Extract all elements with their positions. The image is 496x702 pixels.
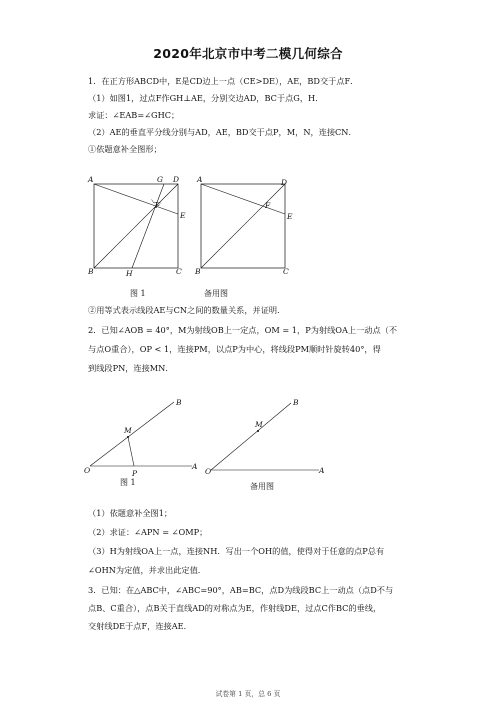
- label-d-backup: D: [281, 178, 288, 187]
- label-c-backup: C: [283, 267, 289, 276]
- label-e-backup: E: [287, 212, 293, 221]
- label-b-q2: B: [176, 398, 182, 407]
- q1-figure-backup: [195, 170, 305, 278]
- segment-bd: [94, 184, 178, 268]
- q3-line-2: 点B、C重合），点B关于直线AD的对称点为E，作射线DE，过点C作BC的垂线，: [88, 603, 382, 613]
- q2-line-2: 与点O重合），OP < 1，连接PM，以点P为中心，将线段PM顺时针旋转40°，得: [88, 344, 381, 354]
- q2-line-5: （2）求证：∠APN = ∠OMP；: [88, 527, 208, 537]
- label-a-q2: A: [192, 462, 198, 471]
- q1-line-4: （2）AE的垂直平分线分别与AD，AE，BD交于点P，M，N，连接CN．: [88, 127, 357, 137]
- q2-fig2-caption: 备用图: [250, 482, 274, 491]
- q2-line-6: （3）H为射线OA上一点，连接NH．写出一个OH的值，使得对于任意的点P总有: [88, 546, 385, 556]
- q2-line-3: 到线段PN，连接MN．: [88, 363, 174, 373]
- label-o: O: [84, 466, 91, 475]
- label-g: G: [157, 175, 163, 184]
- label-a-q2-backup: A: [319, 466, 325, 475]
- q1-line-6: ②用等式表示线段AE与CN之间的数量关系，并证明．: [88, 305, 286, 315]
- ray-ob-backup: [211, 403, 291, 470]
- label-c: C: [176, 267, 182, 276]
- point-m-backup: [257, 430, 259, 432]
- label-b-q2-backup: B: [293, 398, 299, 407]
- q1-line-2: （1）如图1，过点F作GH⊥AE，分别交边AD，BC于点G，H．: [88, 93, 324, 103]
- q1-fig2-caption: 备用图: [204, 289, 228, 298]
- q1-line-1: 1．在正方形ABCD中，E是CD边上一点（CE>DE），AE，BD交于点F．: [88, 76, 359, 86]
- q2-line-1: 2．已知∠AOB = 40°，M为射线OB上一定点，OM = 1，P为射线OA上一动点（不: [88, 325, 398, 335]
- label-o-backup: O: [205, 467, 212, 476]
- label-h: H: [126, 269, 133, 278]
- segment-bd-backup: [201, 184, 285, 268]
- q3-line-1: 3．已知：在△ABC中，∠ABC=90°，AB=BC，点D为线段BC上一动点（点D不与: [88, 585, 394, 595]
- point-m: [127, 436, 129, 438]
- q2-figure-1: [84, 396, 204, 476]
- q1-line-5: ①依题意补全图形；: [88, 144, 162, 154]
- page-title: 2020年北京市中考二模几何综合: [153, 46, 343, 61]
- segment-gh: [132, 184, 164, 268]
- label-a: A: [88, 175, 94, 184]
- label-a-backup: A: [197, 175, 203, 184]
- q2-fig1-caption: 图 1: [120, 478, 136, 487]
- segment-ae-backup: [201, 184, 285, 214]
- label-d: D: [173, 175, 180, 184]
- segment-pm: [128, 437, 134, 466]
- q2-figure-backup: [205, 396, 335, 476]
- q1-line-3: 求证：∠EAB=∠GHC；: [88, 110, 180, 120]
- page-footer: 试卷第 1 页，总 6 页: [215, 690, 281, 698]
- q1-fig1-caption: 图 1: [130, 289, 146, 298]
- label-p: P: [132, 469, 138, 478]
- q2-line-7: ∠OHN为定值，并求出此定值．: [88, 565, 206, 575]
- q1-figure-1: [88, 170, 198, 278]
- label-f-backup: F: [265, 201, 271, 210]
- q3-line-3: 交射线DE于点F，连接AE．: [88, 621, 192, 631]
- segment-ae: [94, 184, 178, 214]
- label-m-backup: M: [255, 420, 263, 429]
- label-m: M: [124, 426, 132, 435]
- label-e: E: [180, 211, 186, 220]
- label-f: F: [155, 201, 161, 210]
- q2-line-4: （1）依题意补全图1；: [88, 508, 173, 518]
- label-b: B: [88, 267, 94, 276]
- label-b-backup: B: [195, 267, 201, 276]
